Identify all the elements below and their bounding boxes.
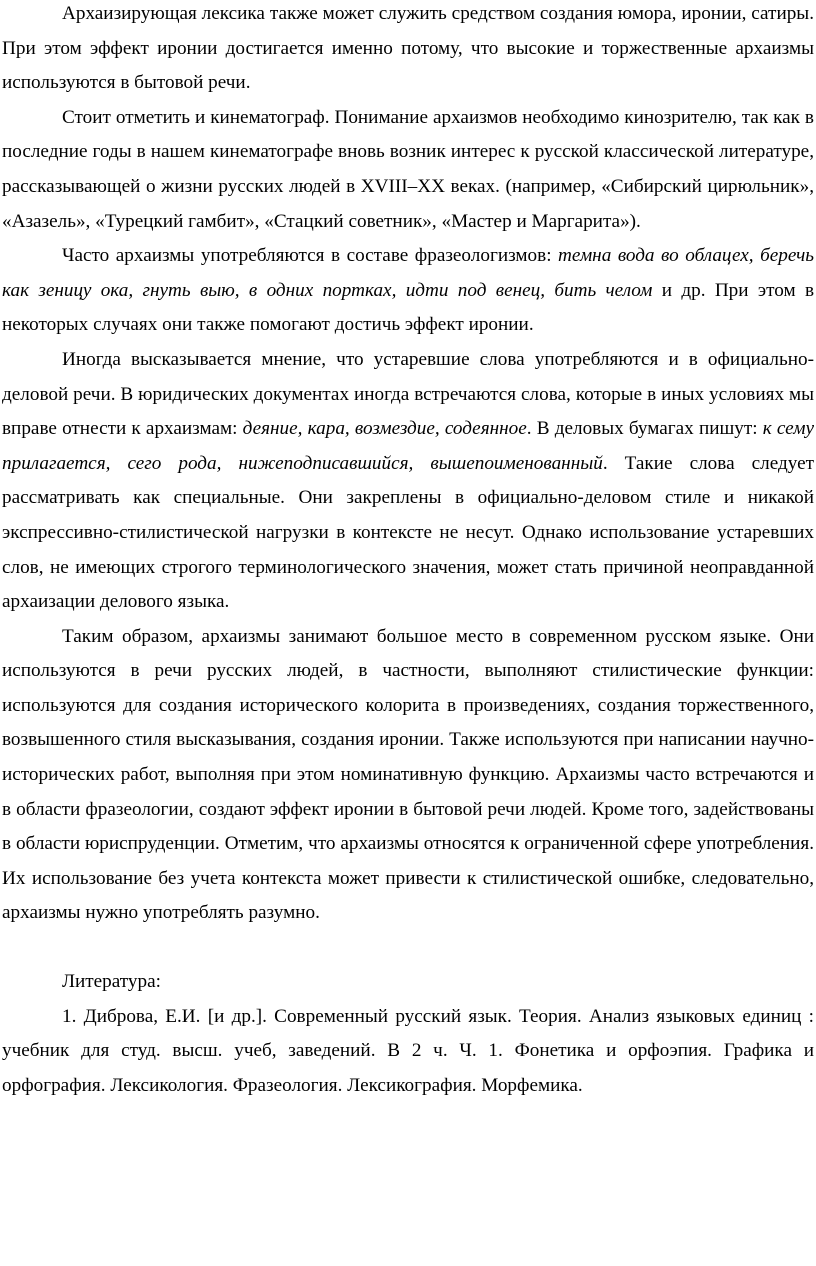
phraseology-examples: темна вода во облацех, беречь как зеницу ока, гнуть выю, в одних портках, идти под венец, бить челом	[2, 245, 815, 301]
reference-item-1: 1. Диброва, Е.И. [и др.]. Современный русский язык. Теория. Анализ языковых единиц : учебник для студ. высш. учеб, заведений. В 2 ч. Ч. 1. Фонетика и орфоэпия. Графика и орфография. Лексикология. Фразеология. Лексикография. Морфемика.	[2, 1005, 814, 1096]
business-phrase-examples: к сему прилагается, сего рода, нижеподписавшийся, вышепоименованный	[2, 418, 814, 474]
paragraph-3	[2, 239, 814, 343]
paragraph-1	[2, 0, 814, 101]
paragraph-2-text: Стоит отметить и кинематограф. Понимание архаизмов необходимо кинозрителю, так как в последние годы в нашем кинематографе вновь возник интерес к русской классической литературе, рассказывающей о жизни русских людей в XVIII–XX веках. (например, «Сибирский цирюльник», «Азазель», «Турецкий гамбит», «Стацкий советник», «Мастер и Маргарита»).	[2, 106, 814, 232]
paragraph-5-text: Таким образом, архаизмы занимают большое место в современном русском языке. Они используются в речи русских людей, в частности, выполняют стилистические функции: используются для создания исторического колорита в произведениях, создания торжественного, возвышенного стиля высказывания, создания иронии. Также используются при написании научно-исторических работ, выполняя при этом номинативную функцию. Архаизмы часто встречаются и в области фразеологии, создают эффект иронии в бытовой речи людей. Кроме того, задействованы в области юриспруденции. Отметим, что архаизмы относятся к ограниченной сфере употребления. Их использование без учета контекста может привести к стилистической ошибке, следовательно, архаизмы нужно употреблять разумно.	[2, 625, 814, 924]
legal-archaism-examples: деяние, кара, возмездие, содеянное	[242, 418, 527, 440]
paragraph-4-text-b: . В деловых бумагах пишут:	[526, 418, 763, 440]
references-heading: Литература:	[62, 971, 161, 993]
paragraph-3-text-b: и др. При этом в некоторых случаях они также помогают достичь эффект иронии.	[2, 279, 815, 336]
paragraph-2	[2, 101, 814, 239]
section-spacer	[2, 931, 814, 965]
paragraph-1-text: Архаизирующая лексика также может служить средством создания юмора, иронии, сатиры. При этом эффект иронии достигается именно потому, что высокие и торжественные архаизмы используются в бытовой речи.	[2, 3, 814, 94]
paragraph-4	[2, 343, 814, 620]
paragraph-3-text-a: Часто архаизмы употребляются в составе фразеологизмов:	[62, 245, 559, 267]
paragraph-5	[2, 620, 814, 931]
paragraph-4-text-a: Иногда высказывается мнение, что устаревшие слова употребляются и в официально-деловой речи. В юридических документах иногда встречаются слова, которые в иных условиях мы вправе отнести к архаизмам:	[2, 348, 814, 440]
paragraph-4-text-c: . Такие слова следует рассматривать как специальные. Они закреплены в официально-деловом стиле и никакой экспрессивно-стилистической нагрузки в контексте не несут. Однако использование устаревших слов, не имеющих строгого терминологического значения, может стать причиной неоправданной архаизации делового языка.	[2, 452, 815, 613]
